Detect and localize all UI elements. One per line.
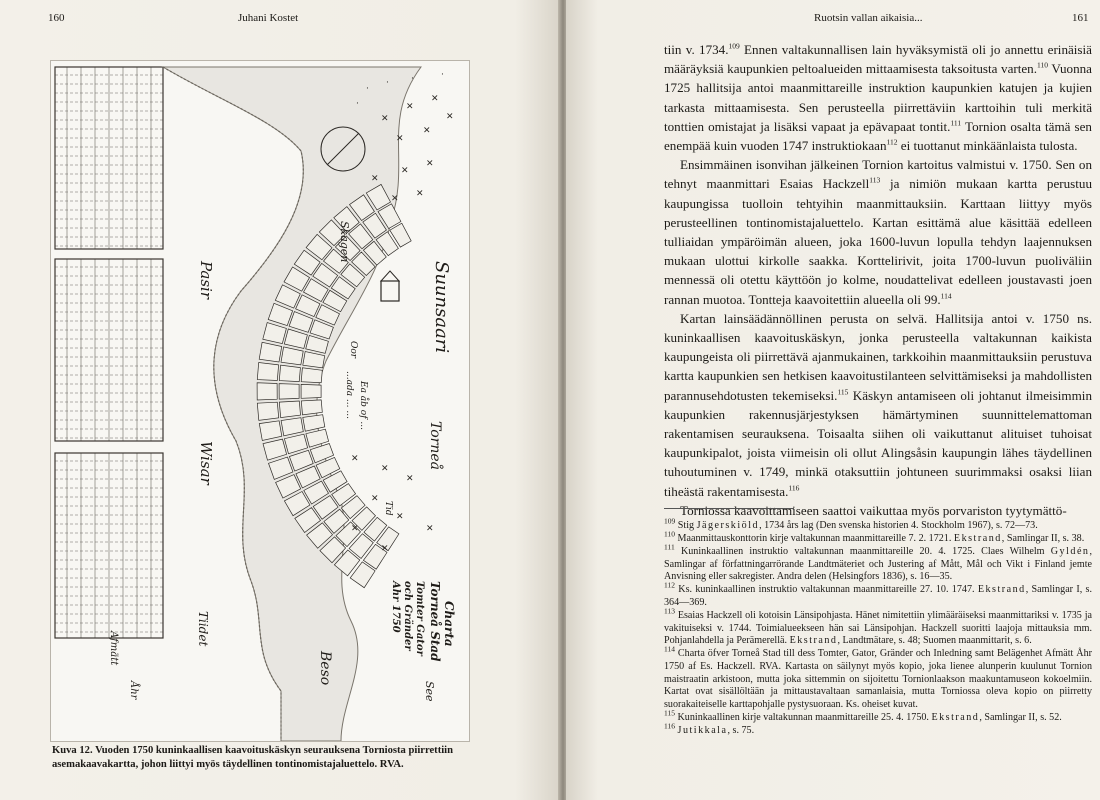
map-tree-cross-icon: · [366, 84, 369, 94]
text-run: ja nimiön mukaan kartta perustuu kaupungissa tuolloin tehtyihin maanmittauksiin. Karttaan liittyy myös perusteellinen tontinomistajaluettelo. Kartan esittämä alue käsittää edelleen tulliaidan ympäröimän alueen, joka 1600-luvun lopulla tehdyn laajennuksen mukaan ulottui kirkolle saakka. Korttelirivit, joita 1700-luvun puoliväliin mennessä oli otettu käyttöön jo kolme, noudattelivat edelleen joustavasti joen rannan muotoa. Tontteja kaavoitettiin alueella oli 99. [664, 176, 1093, 307]
footnote [664, 645, 1092, 711]
body-paragraph [664, 155, 1092, 309]
text-run: , Landtmätare, s. 48; Suomen maanmittarit, s. 6. [837, 635, 1032, 647]
footnote-ref: 116 [788, 483, 800, 493]
text-run: Maanmittauskonttorin kirje valtakunnan maanmittareille 7. 2. 1721. [674, 533, 954, 545]
footnote [664, 516, 1092, 533]
town-block [301, 384, 321, 398]
author-name: Ekstrand [977, 584, 1026, 596]
footnote-ref: 115 [664, 708, 675, 718]
map-tree-cross-icon: ✕ [371, 494, 379, 504]
map-tree-cross-icon: ✕ [431, 94, 439, 104]
footnote [664, 529, 1092, 546]
map-tree-cross-icon: ✕ [406, 102, 414, 112]
right-page [566, 0, 1100, 800]
text-run: Käskyn antamiseen oli johtanut ilmeisimmin kaupunkien rakennusjärjestyksen hämärtyminen suunnittelemattoman rakentamisen seurauksena. Toisaalta siihen oli vaikuttanut alituiset tuhoisat kaupunkipalot, joista viimeisin oli ollut Alingsåsin kaupungin lähes täydellinen tuhoutuminen v. 1749, minkä otaksuttiin johtuneen suurimmaksi osaksi liian tiheästä rakentamisesta. [664, 387, 1092, 499]
footnote [664, 542, 1092, 584]
map-tree-cross-icon: ✕ [446, 112, 454, 122]
map-label-wisar: Wisar [197, 441, 215, 485]
text-run: ei tuottanut minkäänlaista tulosta. [897, 138, 1078, 154]
text-run: Tornion osalta tämä sen enempää kuin vuoden 1747 instruktiokaan [664, 118, 1092, 154]
map-label-bottom-1: Afmätt [108, 631, 119, 666]
register-table [55, 67, 163, 638]
right-page-number: 161 [1072, 12, 1089, 24]
footnote [664, 606, 1092, 648]
map-label-pasir: Pasir [197, 261, 215, 300]
town-block [279, 365, 300, 381]
text-run: , Samlingar I, s. 364—369. [664, 584, 1093, 609]
text-run: Ennen valtakunnallisen lain hyväksymistä oli jo annettu erinäisiä määräyksiä kaupunkien peltoalueiden mittaamisesta taksoitusta varten. [664, 42, 1092, 77]
map-label-skagen: Skagen [338, 221, 351, 263]
map-legend-line-1: Charta [442, 601, 456, 647]
body-paragraph [664, 40, 1092, 155]
map-legend-line-2: Torneå Stad [428, 581, 442, 662]
footnote-ref: 114 [940, 291, 952, 301]
map-tree-cross-icon: ✕ [391, 194, 399, 204]
footnote-ref: 110 [664, 529, 675, 539]
map-label-mid-1: Ea åb of ... [358, 381, 368, 430]
map-label-tid: Tid [383, 501, 393, 516]
map-drawing [51, 61, 469, 741]
map-legend-cartouche [390, 580, 456, 662]
map-tree-cross-icon: ✕ [396, 512, 404, 522]
map-tree-cross-icon: · [386, 78, 389, 88]
town-block [257, 402, 278, 420]
author-name: Jägerskiöld [696, 520, 760, 531]
map-tree-cross-icon: ✕ [401, 166, 409, 176]
footnote-ref: 114 [664, 645, 675, 655]
body-paragraph [664, 501, 1092, 520]
town-block [301, 400, 322, 415]
map-tree-cross-icon: ✕ [423, 126, 431, 136]
map-tree-cross-icon: ✕ [426, 524, 434, 534]
text-run: , Samlingar II, s. 52. [979, 711, 1062, 723]
map-label-see: See [423, 681, 436, 702]
map-tree-cross-icon: ✕ [381, 544, 389, 554]
map-label-suunsaari: Suunsaari [431, 261, 452, 354]
footnote [664, 708, 1092, 725]
footnote [664, 721, 1092, 738]
body-paragraph [664, 309, 1092, 501]
town-block [301, 368, 322, 383]
text-run: , Samlingar II, s. 38. [1001, 533, 1085, 545]
footnote-ref: 115 [837, 387, 849, 397]
right-running-head-title: Ruotsin vallan aikaisia... [814, 12, 923, 24]
map-tree-cross-icon: ✕ [396, 134, 404, 144]
map-tree-cross-icon: · [441, 70, 444, 80]
footnote-ref: 116 [664, 721, 675, 731]
text-run: tiin v. 1734. [664, 42, 729, 57]
map-legend-line-3: Tomter Gator [414, 581, 425, 656]
map-tree-cross-icon: · [356, 99, 359, 109]
map-legend-line-5: Ahr 1750 [390, 581, 401, 633]
town-block [257, 383, 277, 400]
text-run: Ks. kuninkaallinen instruktio valtakunnan maanmittareille 27. 10. 1747. [674, 584, 978, 596]
map-legend-line-4: och Gränder [402, 581, 413, 651]
map-tree-cross-icon: ✕ [351, 454, 359, 464]
footnote-ref: 112 [886, 137, 898, 147]
map-label-oor: Oor [348, 341, 358, 359]
footnote-ref: 109 [728, 41, 740, 51]
text-run: Kuninkaallinen instruktio valtakunnan maanmittareille 20. 4. 1725. Claes Wilhelm [674, 546, 1051, 558]
church-marker [381, 271, 399, 301]
footnote-rule [664, 508, 794, 509]
map-tree-cross-icon: ✕ [406, 474, 414, 484]
map-tree-cross-icon: · [411, 74, 414, 84]
footnote-ref: 110 [1037, 60, 1048, 70]
text-run: Stig [675, 520, 697, 531]
footnote-ref: 109 [664, 516, 676, 526]
footnote-ref: 111 [950, 118, 962, 128]
map-label-tiidet: Tiidet [196, 611, 210, 647]
figure-caption: Kuva 12. Vuoden 1750 kuninkaallisen kaavoituskäskyn seurauksena Torniosta piirrettiin asemakaavakartta, johon liittyi myös täydellinen tontinomistajaluettelo. RVA. [52, 745, 454, 770]
map-label-mid-2: ...ada ... ... [344, 371, 354, 419]
body-text [664, 40, 1092, 520]
map-label-beso: Beso [317, 651, 333, 686]
town-block [279, 401, 300, 418]
map-label-bottom-2: Åhr [128, 681, 139, 700]
town-block [279, 384, 299, 400]
footnotes [664, 516, 1093, 738]
map-label-tornea: Torneå [427, 421, 443, 471]
author-name: Ekstrand [789, 635, 838, 647]
map-tree-cross-icon: ✕ [416, 189, 424, 199]
map-tree-cross-icon: ✕ [371, 174, 379, 184]
text-run: Charta öfver Torneå Stad till dess Tomter, Gator, Gränder och Inledning samt Belägenhet Afmätt Åhr 1750 af Es. Hackzell. RVA. Kartasta on säilynyt myös kopio, joka lienee alunperin kuulunut Tornion maistraatin arkistoon, mutta joka sittemmin on sijoitettu Tornionlaakson maakuntamuseon kokoelmiin. Kartat ovat sisällöltään ja mittaustavaltaan samanlaisia, mutta Torniossa oleva kopio on piirretty suorakaiteiselle karttapohjalle pystysuoraan. Ks. oheiset kuvat. [664, 648, 1092, 710]
footnote-ref: 112 [664, 581, 675, 591]
footnote-ref: 113 [664, 606, 675, 616]
town-block [303, 415, 325, 432]
text-run: Kartan lainsäädännöllinen perusta on selvä. Hallitsija antoi v. 1750 ns. kuninkaallisen kaavoituskäskyn, jonka perusteella valtakunnan kaikista kaupungeista oli piirrettävä ajanmukainen, tarkkoihin maanmittauksiin perustuva kartta kaupunkien sen hetkisen kaavoitustilanteen selvittämiseksi ja mahdollisten parannusehdotusten tekemiseksi. [664, 310, 1092, 403]
footnote-ref: 111 [664, 542, 675, 552]
text-run: Kuninkaallinen kirje valtakunnan maanmittareille 25. 4. 1750. [674, 711, 932, 723]
left-running-head-author: Juhani Kostet [238, 12, 299, 24]
footnote [664, 581, 1093, 609]
footnote-ref: 113 [869, 176, 881, 186]
map-tree-cross-icon: ✕ [351, 524, 359, 534]
map-tree-cross-icon: ✕ [381, 464, 389, 474]
author-name: Ekstrand [931, 711, 980, 723]
author-name: Jutikkala [677, 725, 728, 736]
text-run: Ensimmäinen isonvihan jälkeinen Tornion kartoitus valmistui v. 1750. Sen on tehnyt maanmittari Esaias Hackzell [664, 157, 1092, 192]
author-name: Gyldén [1050, 546, 1090, 558]
left-page-number: 160 [48, 12, 65, 24]
author-name: Ekstrand [953, 533, 1002, 545]
text-run: , 1734 års lag (Den svenska historien 4. Stockholm 1967), s. 72—73. [759, 520, 1038, 531]
text-run: , s. 75. [727, 725, 755, 736]
text-run: Vuonna 1725 hallitsija antoi maanmittareille instruktion kaupunkien katujen ja kujien tarkasta mittaamisesta. Sen perusteella piirrettäviin karttoihin tuli merkitä tonttien omistajat ja lisäksi vapaat ja epävapaat tontit. [664, 61, 1092, 134]
text-run: , Samlingar af författningarrörande Landtmäteriet och Justering af Mått, Mål och Vikt i Finland jemte Anvisning eller sakregister. Andra delen (Helsingfors 1836), s. 16—35. [664, 546, 1092, 583]
map-tree-cross-icon: ✕ [426, 159, 434, 169]
town-block [257, 363, 278, 381]
map-tree-cross-icon: ✕ [381, 114, 389, 124]
text-run: Esaias Hackzell oli kotoisin Länsipohjasta. Hänet nimitettiin ylimääräiseksi maanmittariksi v. 1735 ja vakituiseksi v. 1744. Toimialueekseen hän sai Länsipohjan. Hackzell suoritti laajoja mittauksia mm. Pohjanlahdella ja Perämerellä. [664, 610, 1092, 647]
text-run: Torniossa kaavoittamiseen saattoi vaikuttaa myös porvariston tyytymättö- [680, 502, 1067, 518]
historical-map-figure [50, 60, 470, 742]
